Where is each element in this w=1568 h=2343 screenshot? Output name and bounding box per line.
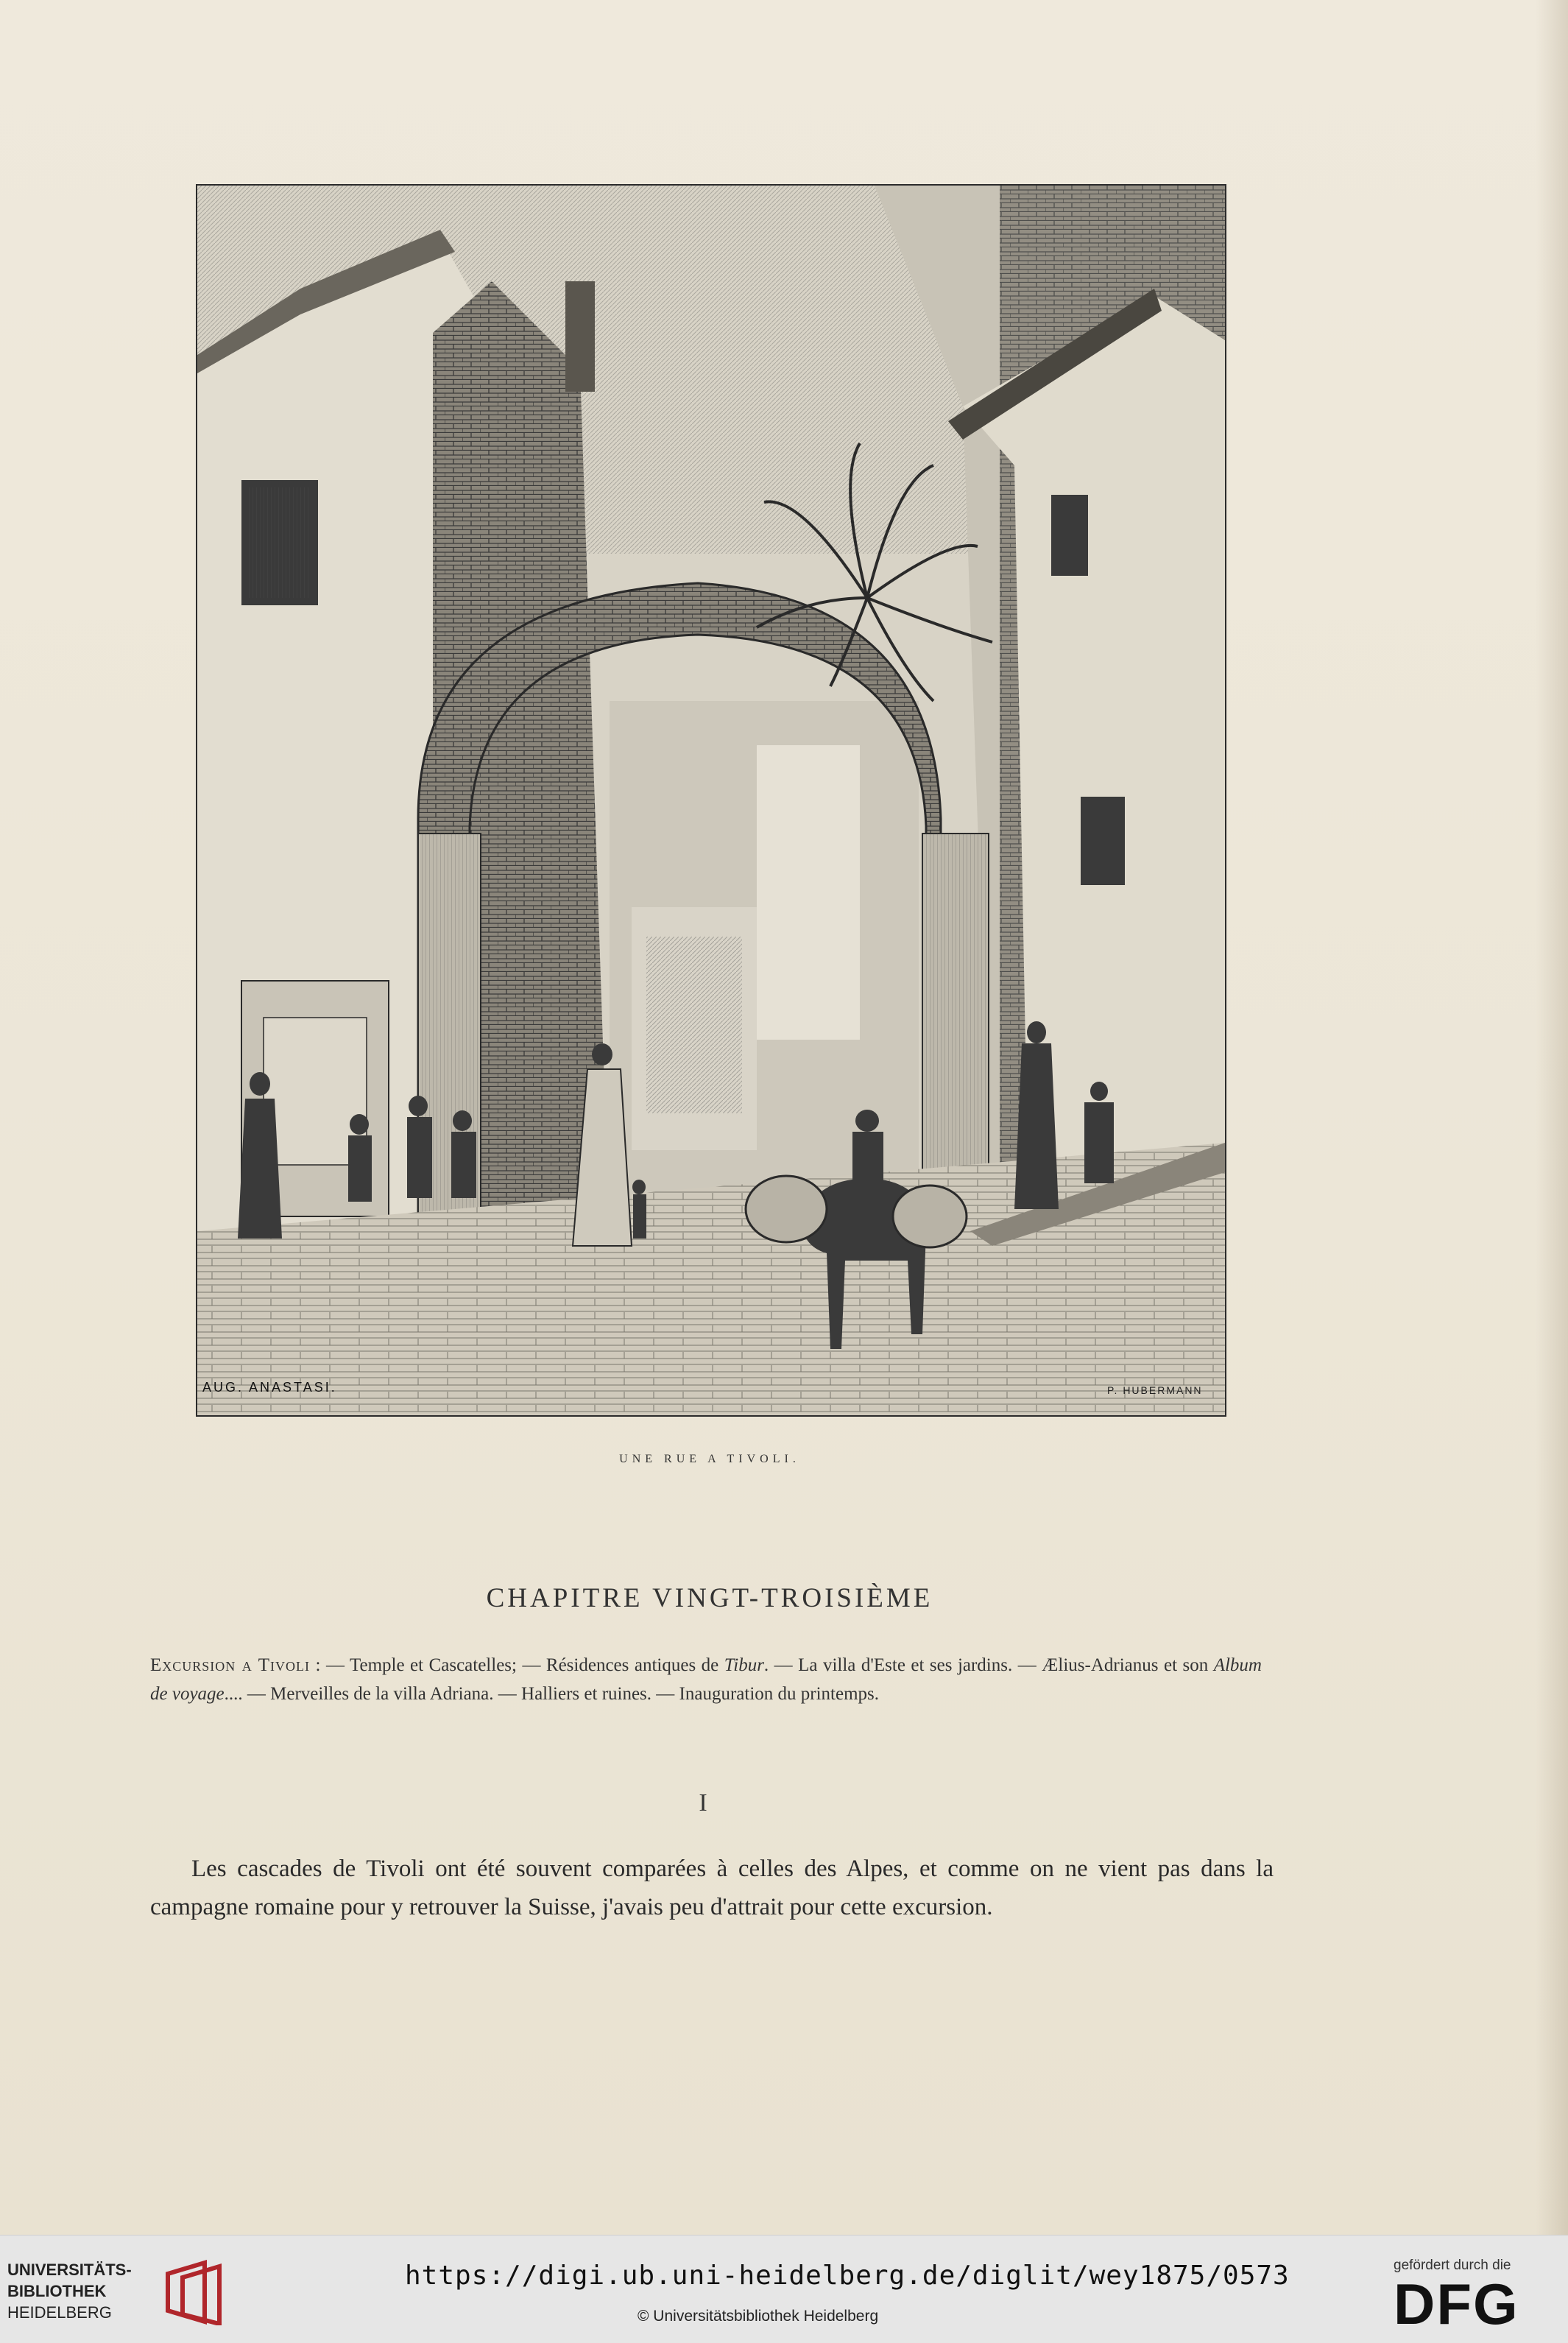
library-name bbox=[7, 2259, 132, 2323]
footer-bar bbox=[0, 2235, 1568, 2343]
window-right-upper bbox=[1051, 495, 1088, 576]
engraver-signature: AUG. ANASTASI. bbox=[202, 1380, 337, 1395]
engraving-illustration bbox=[196, 184, 1226, 1417]
summary-part-3: .... — Merveilles de la villa Adriana. — Halliers et ruines. — Inauguration du printemps. bbox=[224, 1684, 880, 1704]
summary-album: Album de voyage bbox=[150, 1655, 1262, 1704]
copyright-notice: © Universitätsbibliothek Heidelberg bbox=[638, 2308, 879, 2325]
illustration-caption: UNE RUE A TIVOLI. bbox=[619, 1453, 800, 1465]
window-right-lower bbox=[1081, 797, 1125, 885]
library-name-line3: HEIDELBERG bbox=[7, 2303, 112, 2322]
summary-part-2: . — La villa d'Este et ses jardins. — Ælius-Adrianus et son bbox=[763, 1655, 1214, 1675]
chapter-title: CHAPITRE VINGT-TROISIÈME bbox=[486, 1583, 933, 1613]
funding-label: gefördert durch die bbox=[1394, 2258, 1511, 2273]
library-name-line2: BIBLIOTHEK bbox=[7, 2282, 107, 2300]
chapter-summary bbox=[150, 1651, 1262, 1708]
paragraph: Les cascades de Tivoli ont été souvent comparées à celles des Alpes, et comme on ne vient pas dans la campagne romaine pour y retrouver la Suisse, j'avais peu d'attrait pour cette excursion. bbox=[150, 1856, 1274, 1920]
summary-part-1: : — Temple et Cascatelles; — Résidences antiques de bbox=[310, 1655, 724, 1675]
library-emblem-icon bbox=[160, 2259, 234, 2325]
dfg-logo[interactable]: DFG bbox=[1394, 2272, 1519, 2336]
body-text bbox=[150, 1850, 1274, 1926]
summary-lead: Excursion a Tivoli bbox=[150, 1655, 311, 1675]
engraver-signature-right: P. HUBERMANN bbox=[1107, 1384, 1203, 1396]
page-url-link[interactable]: https://digi.ub.uni-heidelberg.de/diglit/wey1875/0573 bbox=[405, 2261, 1290, 2291]
summary-tibur: Tibur bbox=[724, 1655, 764, 1675]
section-numeral: I bbox=[699, 1789, 707, 1817]
library-name-line1: UNIVERSITÄTS- bbox=[7, 2261, 132, 2279]
street-scene-engraving bbox=[197, 186, 1225, 1415]
library-logo[interactable] bbox=[7, 2259, 250, 2325]
